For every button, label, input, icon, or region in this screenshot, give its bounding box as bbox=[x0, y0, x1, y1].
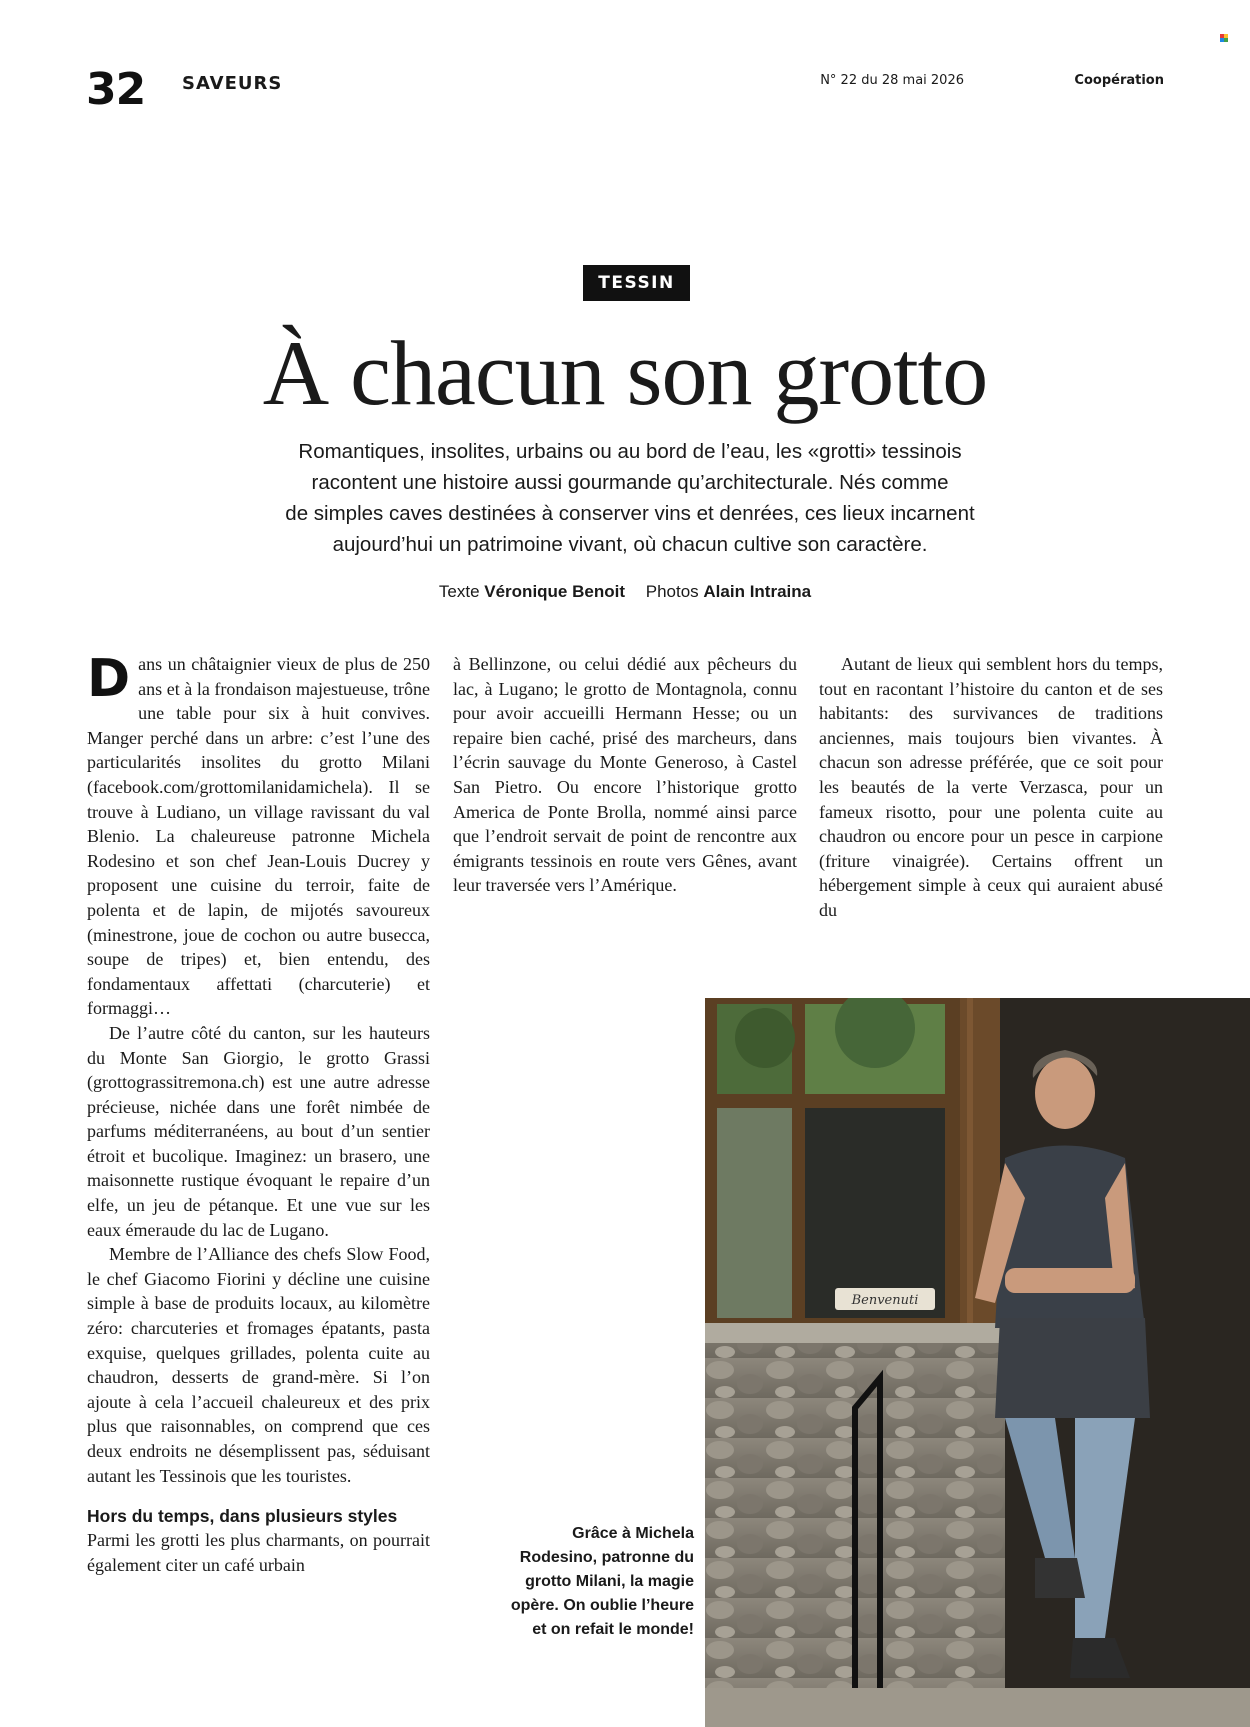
standfirst-line: aujourd’hui un patrimoine vivant, où chacun cultive son caractère. bbox=[332, 533, 928, 556]
issue-info: N° 22 du 28 mai 2026 bbox=[820, 73, 964, 88]
standfirst-line: de simples caves destinées à conserver vins et denrées, ces lieux incarnent bbox=[285, 502, 975, 525]
section-label: SAVEURS bbox=[182, 73, 283, 94]
drop-cap: D bbox=[87, 649, 131, 709]
article-title: À chacun son grotto bbox=[262, 322, 988, 424]
caption-line: Rodesino, patronne du bbox=[519, 1549, 694, 1566]
subheading: Hors du temps, dans plusieurs styles bbox=[87, 1506, 398, 1527]
photo-caption bbox=[480, 1522, 694, 1642]
standfirst-line: Romantiques, insolites, urbains ou au bord de l’eau, les «grotti» tessinois bbox=[298, 440, 962, 463]
article-column-3 bbox=[819, 652, 1163, 923]
kicker-tag: TESSIN bbox=[583, 265, 690, 301]
byline-photos-label: Photos bbox=[645, 582, 699, 601]
paragraph: Membre de l’Alliance des chefs Slow Food, le chef Giacomo Fiorini y décline une cuisine simple à base de produits locaux, au kilomètre zéro: charcuteries et fromages épatants, pasta exquise, quelques grillades, polenta cuite au chaudron, desserts de grand-mère. Si l’on ajoute à cela l’accueil chaleureux et des prix plus que raisonnables, on comprend que ces deux endroits ne désemplissent pas, séduisant autant les Tessinois que les touristes. bbox=[87, 1244, 430, 1486]
caption-line: opère. On oublie l’heure bbox=[510, 1597, 694, 1614]
registration-mark-icon bbox=[1220, 34, 1228, 42]
caption-line: Grâce à Michela bbox=[572, 1525, 694, 1542]
paragraph-text: ans un châtaignier vieux de plus de 250 ans et à la frondaison majestueuse, trône une table pour six à huit convives. Manger perché dans un arbre: c’est l’une des particularités insolites du grotto Milani (facebook.com/grottomilanidamichela). Il se trouve à Ludiano, un village ravissant du val Blenio. La chaleureuse patronne Michela Rodesino et son chef Jean-Louis Ducrey y proposent une cuisine du terroir, faite de polenta et de lapin, de mijotés savoureux (minestrone, joue de cochon ou autre busecca, soupe de tripes) et, bien entendu, des fondamentaux affettati (charcuterie) et formaggi… bbox=[87, 654, 430, 1019]
paragraph bbox=[87, 649, 430, 1021]
publication-name: Coopération bbox=[1074, 73, 1164, 88]
paragraph: Autant de lieux qui semblent hors du temps, tout en racontant l’histoire du canton et de ses habitants: des survivances de traditions anciennes, mais toujours bien vivantes. À chacun son adresse préférée, que ce soit pour les beautés de la verte Verzasca, pour un fameux risotto, pour une polenta cuite au chaudron ou encore pour un pesce in carpione (friture vinaigrée). Certains offrent un hébergement simple à ceux qui auraient abusé du bbox=[819, 654, 1163, 920]
paragraph: à Bellinzone, ou celui dédié aux pêcheurs du lac, à Lugano; le grotto de Montagnola, connu pour avoir accueilli Hermann Hesse; ou un repaire bien caché, prisé des marcheurs, dans l’écrin sauvage du Monte Generoso, à Castel San Pietro. Ou encore l’historique grotto America de Ponte Brolla, nommé ainsi parce que l’endroit servait de point de rencontre aux émigrants tessinois en route vers Gênes, avant leur traversée vers l’Amérique. bbox=[453, 654, 797, 896]
photo-sign-text: Benvenuti bbox=[851, 1293, 919, 1308]
standfirst bbox=[250, 436, 1010, 560]
article-column-2 bbox=[453, 652, 797, 898]
caption-line: grotto Milani, la magie bbox=[525, 1573, 694, 1590]
byline bbox=[0, 580, 1250, 604]
photo-illustration bbox=[705, 998, 1250, 1727]
article-column-1 bbox=[87, 649, 430, 1577]
paragraph: De l’autre côté du canton, sur les hauteurs du Monte San Giorgio, le grotto Grassi (grottograssitremona.ch) est une autre adresse précieuse, nichée dans une forêt nimbée de parfums méditerranéens, au bout d’un sentier étroit et bucolique. Imaginez: un brasero, une maisonnette rustique évoquant le repaire d’un elfe, un jeu de pétanque. Et une vue sur les eaux émeraude du lac de Lugano. bbox=[87, 1022, 430, 1240]
caption-line: et on refait le monde! bbox=[532, 1621, 694, 1638]
standfirst-line: racontent une histoire aussi gourmande qu’architecturale. Nés comme bbox=[311, 471, 949, 494]
article-photo bbox=[705, 998, 1250, 1727]
byline-author: Véronique Benoit bbox=[484, 582, 625, 601]
byline-photographer: Alain Intraina bbox=[703, 582, 812, 601]
byline-text-label: Texte bbox=[438, 582, 480, 601]
page-number: 32 bbox=[86, 64, 146, 115]
paragraph: Parmi les grotti les plus charmants, on pourrait également citer un café urbain bbox=[87, 1530, 430, 1575]
